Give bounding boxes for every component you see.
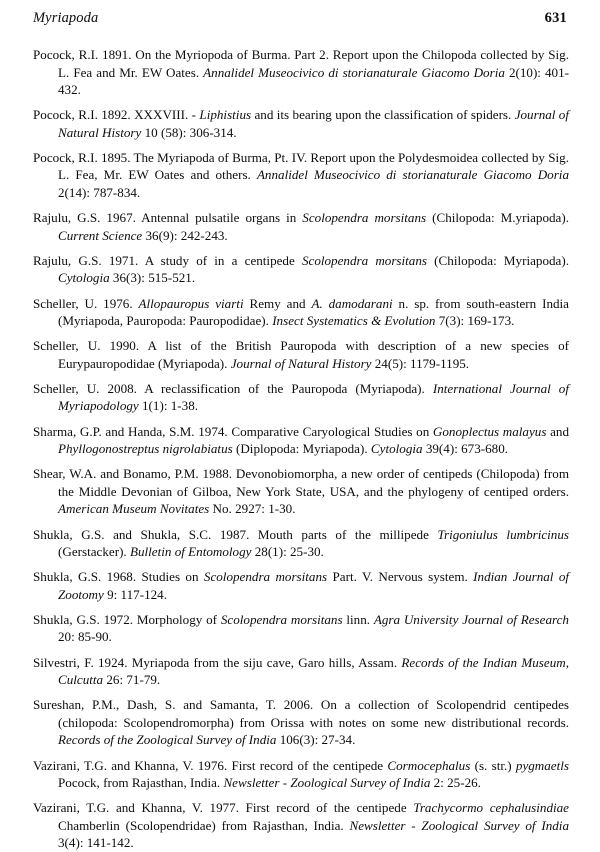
reference-entry: Shukla, G.S. 1968. Studies on Scolopendra morsitans Part. V. Nervous system. Indian Journal of Zootomy 9: 117-124. (33, 569, 569, 602)
running-head-title: Myriapoda (33, 10, 99, 26)
reference-entry: Shukla, G.S. and Shukla, S.C. 1987. Mouth parts of the millipede Trigoniulus lumbricinus (Gerstacker). Bulletin of Entomology 28(1): 25-30. (33, 526, 569, 560)
reference-entry: Vazirani, T.G. and Khanna, V. 1976. First record of the centipede Cormocephalus (s. str.) pygmaetls Pocock, from Rajasthan, India. Newsletter - Zoological Survey of India 2: 25-26. (33, 757, 569, 791)
page-number: 631 (544, 10, 567, 26)
reference-entry: Sureshan, P.M., Dash, S. and Samanta, T. 2006. On a collection of Scolopendrid centipedes (chilopoda: Scolopendromorpha) from Orissa with notes on some new distributional records. Records of the Zoological Survey of India 106(3): 27-34. (33, 697, 569, 748)
reference-entry: Shear, W.A. and Bonamo, P.M. 1988. Devonobiomorpha, a new order of centipeds (Chilopoda) from the Middle Devonian of Gilboa, New York State, USA, and the phylogeny of centiped orders. American Museum Novitates No. 2927: 1-30. (33, 466, 569, 517)
reference-entry: Vazirani, T.G. and Khanna, V. 1977. First record of the centipede Trachycormo cephalusindiae Chamberlin (Scolopendridae) from Rajasthan, India. Newsletter - Zoological Survey of India 3(4): 141-142. (33, 800, 569, 851)
reference-entry: Shukla, G.S. 1972. Morphology of Scolopendra morsitans linn. Agra University Journal of Research 20: 85-90. (33, 611, 569, 645)
reference-entry: Pocock, R.I. 1891. On the Myriopoda of Burma. Part 2. Report upon the Chilopoda collected by Sig. L. Fea and Mr. EW Oates. Annalidel Museocivico di storianaturale Giacomo Doria 2(10): 401-432. (33, 47, 569, 98)
reference-list (33, 46, 569, 852)
reference-entry: Pocock, R.I. 1892. XXXVIII. - Liphistius and its bearing upon the classification of spiders. Journal of Natural History 10 (58): 306-314. (33, 107, 569, 140)
reference-entry: Scheller, U. 2008. A reclassification of the Pauropoda (Myriapoda). International Journal of Myriapodology 1(1): 1-38. (33, 380, 569, 414)
reference-entry: Silvestri, F. 1924. Myriapoda from the siju cave, Garo hills, Assam. Records of the Indian Museum, Culcutta 26: 71-79. (33, 654, 569, 688)
reference-entry: Rajulu, G.S. 1967. Antennal pulsatile organs in Scolopendra morsitans (Chilopoda: M.yriapoda). Current Science 36(9): 242-243. (33, 210, 569, 243)
reference-entry: Pocock, R.I. 1895. The Myriapoda of Burma, Pt. IV. Report upon the Polydesmoidea collected by Sig. L. Fea, Mr. EW Oates and others. Annalidel Museocivico di storianaturale Giacomo Doria 2(14): 787-834. (33, 149, 569, 201)
reference-entry: Scheller, U. 1990. A list of the British Pauropoda with description of a new species of Eurypauropodidae (Myriapoda). Journal of Natural History 24(5): 1179-1195. (33, 338, 569, 371)
reference-entry: Scheller, U. 1976. Allopauropus viarti Remy and A. damodarani n. sp. from south-eastern India (Myriapoda, Pauropoda: Pauropodidae). Insect Systematics & Evolution 7(3): 169-173. (33, 295, 569, 329)
reference-entry: Sharma, G.P. and Handa, S.M. 1974. Comparative Caryological Studies on Gonoplectus malayus and Phyllogonostreptus nigrolabiatus (Diplopoda: Myriapoda). Cytologia 39(4): 673-680. (33, 423, 569, 457)
running-head (0, 10, 600, 36)
reference-entry: Rajulu, G.S. 1971. A study of in a centipede Scolopendra morsitans (Chilopoda: Myriapoda). Cytologia 36(3): 515-521. (33, 252, 569, 286)
